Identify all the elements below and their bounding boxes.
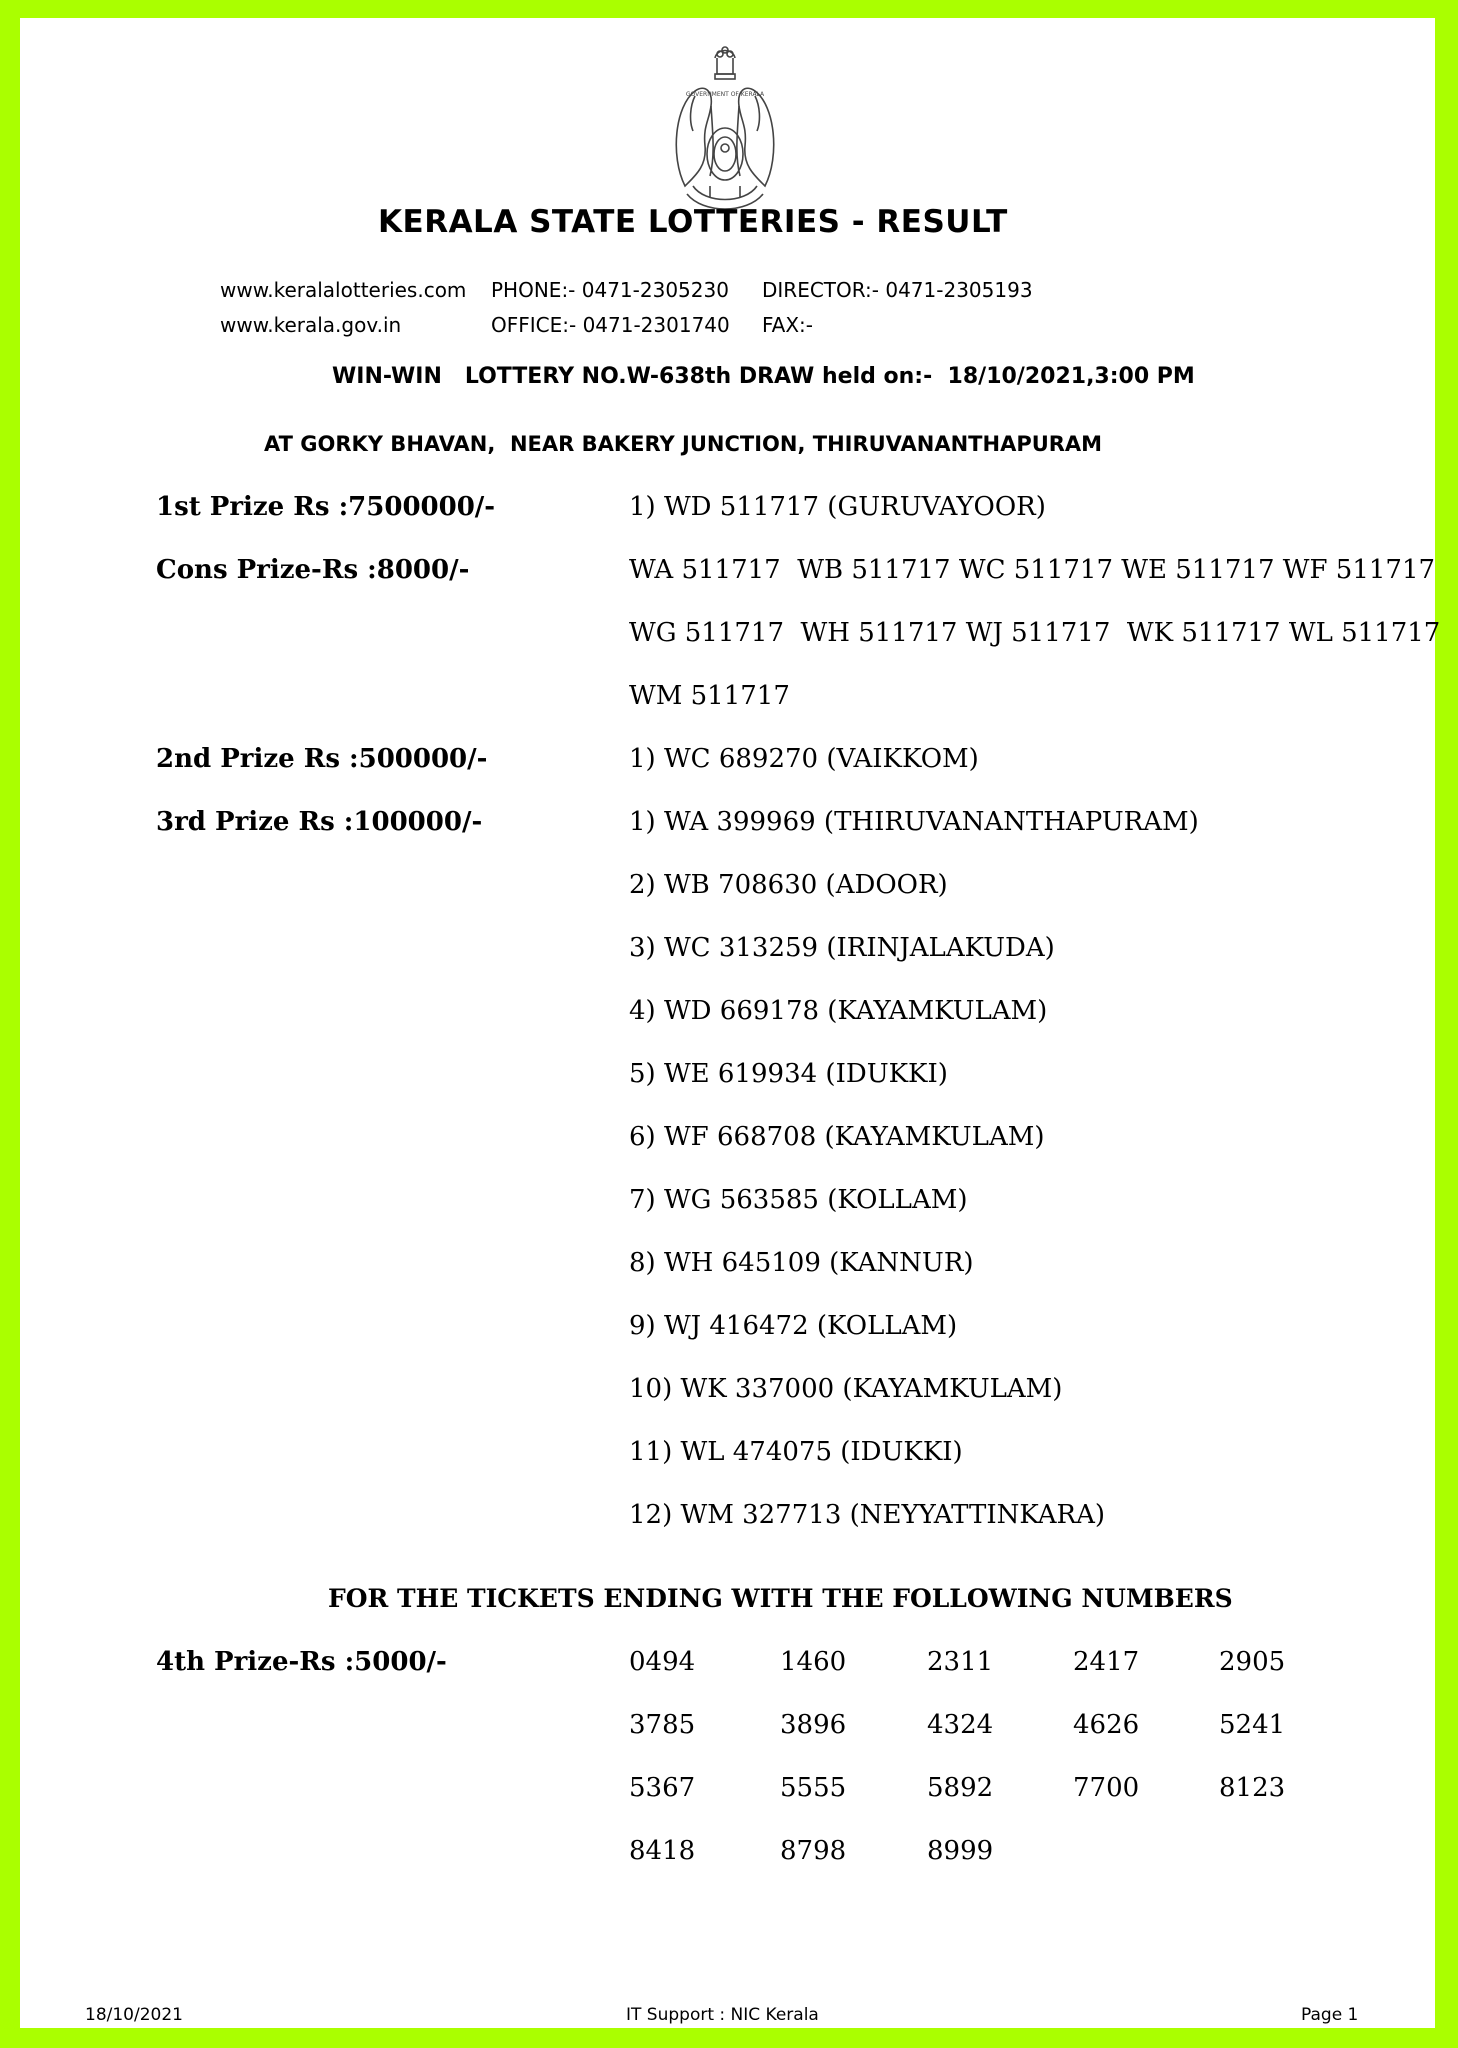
- ending-number: 2905: [1219, 1647, 1286, 1677]
- phone-number: PHONE:- 0471-2305230: [491, 278, 729, 302]
- ending-numbers-heading: FOR THE TICKETS ENDING WITH THE FOLLOWING NUMBERS: [328, 1584, 1233, 1613]
- third-prize-winner: 12) WM 327713 (NEYYATTINKARA): [629, 1500, 1105, 1530]
- first-prize-winner: 1) WD 511717 (GURUVAYOOR): [629, 492, 1046, 522]
- fourth-prize-label: 4th Prize-Rs :5000/-: [156, 1647, 447, 1677]
- ending-number: 5367: [629, 1773, 696, 1803]
- draw-info: WIN-WIN LOTTERY NO.W-638th DRAW held on:- 18/10/2021,3:00 PM: [332, 364, 1195, 389]
- result-page: [20, 18, 1441, 2028]
- venue-info: AT GORKY BHAVAN, NEAR BAKERY JUNCTION, THIRUVANANTHAPURAM: [264, 432, 1103, 456]
- second-prize-label: 2nd Prize Rs :500000/-: [156, 744, 488, 774]
- footer-support: IT Support : NIC Kerala: [626, 2005, 819, 2025]
- cons-prize-line: WA 511717 WB 511717 WC 511717 WE 511717 WF 511717: [629, 555, 1436, 585]
- ending-number: 8999: [927, 1836, 994, 1866]
- third-prize-winner: 8) WH 645109 (KANNUR): [629, 1248, 974, 1278]
- kerala-emblem-icon: [665, 36, 785, 221]
- ending-number: 1460: [780, 1647, 847, 1677]
- fax-number: FAX:-: [762, 313, 814, 337]
- third-prize-winner: 5) WE 619934 (IDUKKI): [629, 1059, 948, 1089]
- ending-number: 4324: [927, 1710, 994, 1740]
- ending-number: 5241: [1219, 1710, 1286, 1740]
- ending-number: 8418: [629, 1836, 696, 1866]
- ending-number: 2417: [1073, 1647, 1140, 1677]
- ending-number: 2311: [927, 1647, 994, 1677]
- first-prize-label: 1st Prize Rs :7500000/-: [156, 492, 496, 522]
- third-prize-winner: 9) WJ 416472 (KOLLAM): [629, 1311, 958, 1341]
- third-prize-label: 3rd Prize Rs :100000/-: [156, 807, 483, 837]
- director-number: DIRECTOR:- 0471-2305193: [762, 278, 1033, 302]
- footer-date: 18/10/2021: [85, 2005, 183, 2025]
- ending-number: 7700: [1073, 1773, 1140, 1803]
- office-number: OFFICE:- 0471-2301740: [491, 313, 730, 337]
- website-link-2[interactable]: www.kerala.gov.in: [220, 313, 402, 337]
- third-prize-winner: 4) WD 669178 (KAYAMKULAM): [629, 996, 1048, 1026]
- third-prize-winner: 11) WL 474075 (IDUKKI): [629, 1437, 963, 1467]
- ending-number: 3785: [629, 1710, 696, 1740]
- ending-number: 8123: [1219, 1773, 1286, 1803]
- ending-number: 3896: [780, 1710, 847, 1740]
- ending-number: 8798: [780, 1836, 847, 1866]
- cons-prize-line: WG 511717 WH 511717 WJ 511717 WK 511717 WL 511717: [629, 618, 1441, 648]
- cons-prize-line: WM 511717: [629, 681, 790, 711]
- website-link-1[interactable]: www.keralalotteries.com: [220, 278, 467, 302]
- third-prize-winner: 3) WC 313259 (IRINJALAKUDA): [629, 933, 1055, 963]
- ending-number: 4626: [1073, 1710, 1140, 1740]
- cons-prize-label: Cons Prize-Rs :8000/-: [156, 555, 470, 585]
- third-prize-winner: 1) WA 399969 (THIRUVANANTHAPURAM): [629, 807, 1199, 837]
- ending-number: 5555: [780, 1773, 847, 1803]
- emblem-text: GOVERNMENT OF KERALA: [685, 91, 765, 98]
- third-prize-winner: 6) WF 668708 (KAYAMKULAM): [629, 1122, 1045, 1152]
- page-title: KERALA STATE LOTTERIES - RESULT: [378, 204, 1008, 240]
- footer-page-number: Page 1: [1301, 2005, 1359, 2025]
- ending-number: 0494: [629, 1647, 696, 1677]
- third-prize-winner: 2) WB 708630 (ADOOR): [629, 870, 948, 900]
- second-prize-winner: 1) WC 689270 (VAIKKOM): [629, 744, 979, 774]
- third-prize-winner: 10) WK 337000 (KAYAMKULAM): [629, 1374, 1063, 1404]
- third-prize-winner: 7) WG 563585 (KOLLAM): [629, 1185, 968, 1215]
- ending-number: 5892: [927, 1773, 994, 1803]
